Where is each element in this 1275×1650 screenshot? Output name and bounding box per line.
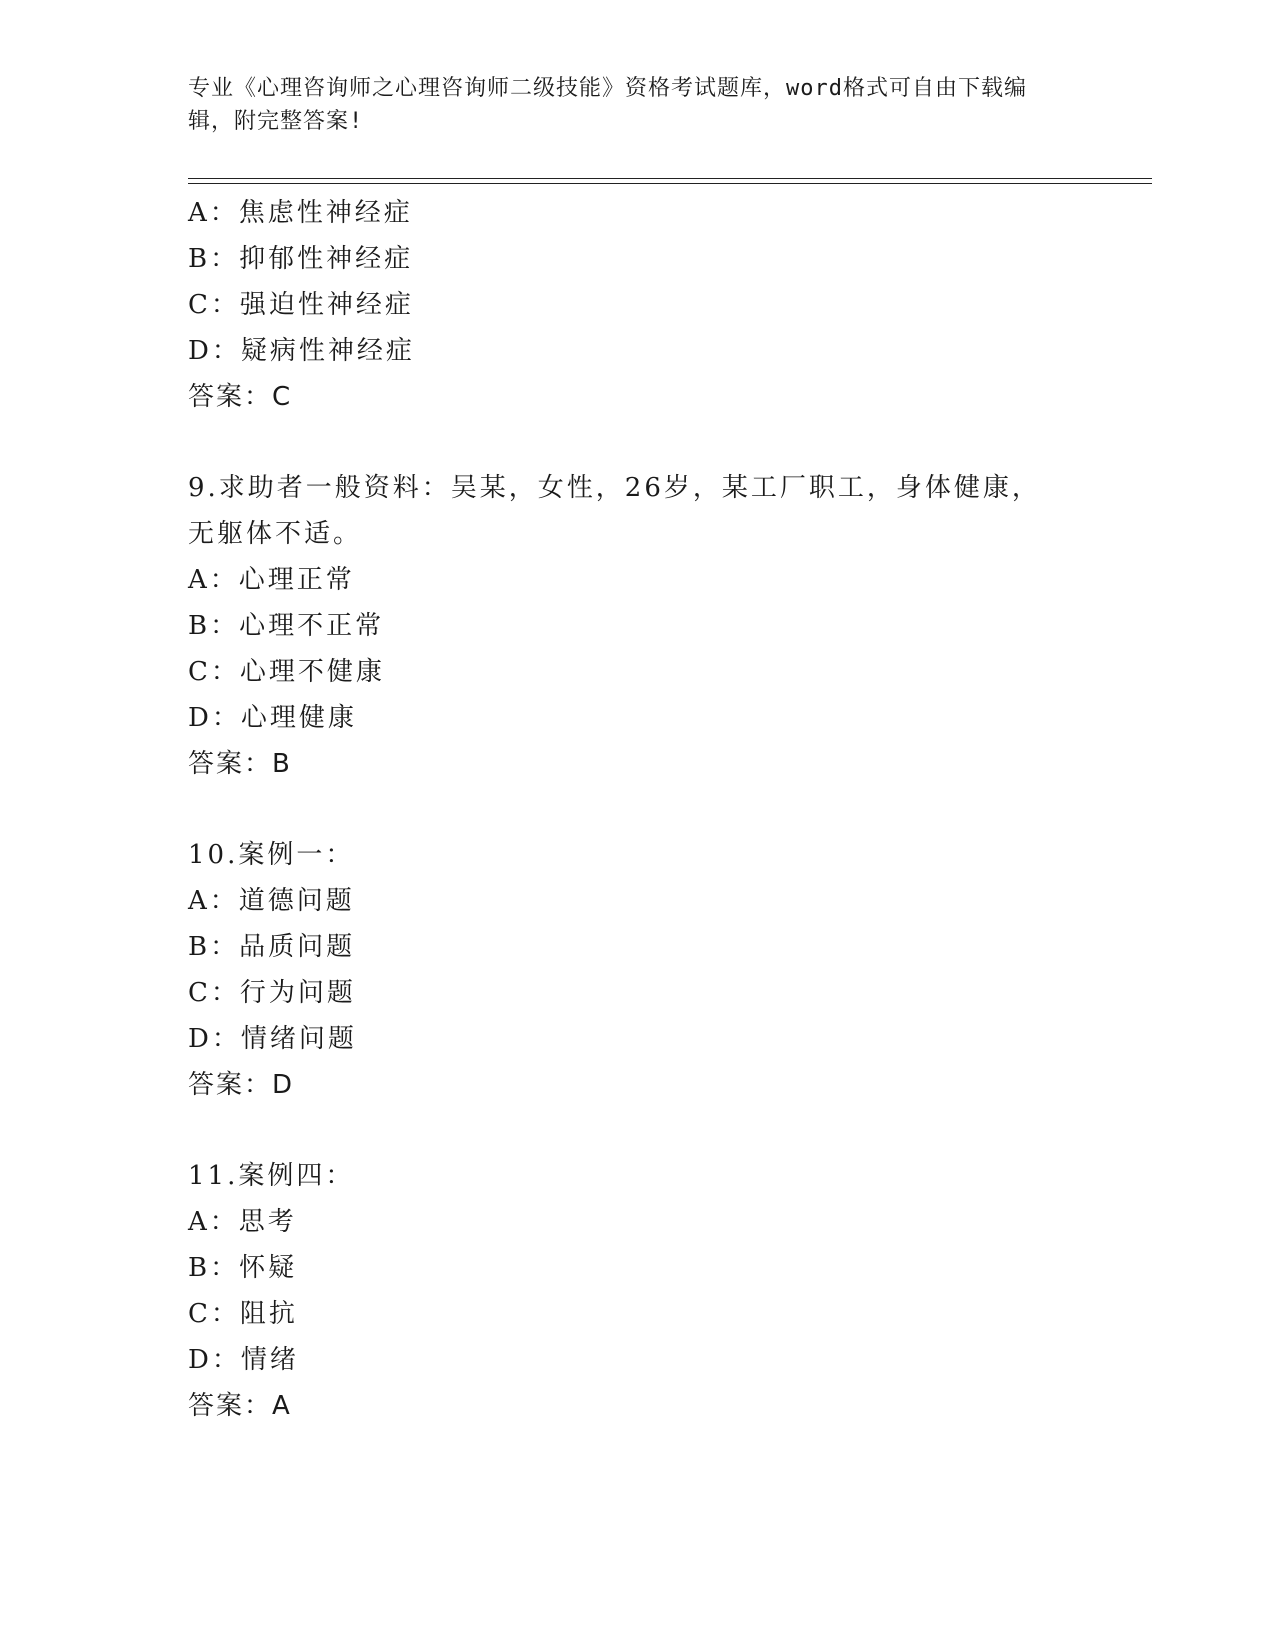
option-d: D：疑病性神经症 — [188, 336, 415, 366]
block-spacer — [188, 420, 1088, 465]
question-block-11 — [188, 1153, 1088, 1429]
option-a: A：心理正常 — [188, 565, 355, 595]
block-spacer — [188, 787, 1088, 832]
document-header: 专业《心理咨询师之心理咨询师二级技能》资格考试题库，word格式可自由下载编辑，附完整答案! — [188, 76, 1027, 134]
question-list — [188, 190, 1088, 1429]
option-d: D：情绪问题 — [188, 1024, 357, 1054]
block-spacer — [188, 1108, 1088, 1153]
question-text: 9.求助者一般资料：吴某，女性，26岁，某工厂职工，身体健康，无躯体不适。 — [188, 473, 1041, 549]
option-a: A：焦虑性神经症 — [188, 198, 413, 228]
question-text: 10.案例一： — [188, 840, 355, 870]
header-rule-bottom — [188, 183, 1152, 184]
option-c: C：心理不健康 — [188, 657, 385, 687]
option-a: A：思考 — [188, 1207, 297, 1237]
answer-line: 答案：A — [188, 1391, 292, 1421]
question-block-10 — [188, 832, 1088, 1108]
question-text: 11.案例四： — [188, 1161, 355, 1191]
answer-line: 答案：B — [188, 749, 292, 779]
option-d: D：情绪 — [188, 1345, 299, 1375]
header-rule-top — [188, 178, 1152, 179]
option-d: D：心理健康 — [188, 703, 357, 733]
answer-line: 答案：C — [188, 382, 293, 412]
option-b: B：品质问题 — [188, 932, 356, 962]
option-a: A：道德问题 — [188, 886, 355, 916]
option-c: C：行为问题 — [188, 978, 356, 1008]
question-block-8 — [188, 190, 1088, 420]
option-b: B：心理不正常 — [188, 611, 385, 641]
option-b: B：怀疑 — [188, 1253, 298, 1283]
option-c: C：阻抗 — [188, 1299, 298, 1329]
question-block-9 — [188, 465, 1088, 787]
option-c: C：强迫性神经症 — [188, 290, 414, 320]
answer-line: 答案：D — [188, 1070, 295, 1100]
option-b: B：抑郁性神经症 — [188, 244, 414, 274]
